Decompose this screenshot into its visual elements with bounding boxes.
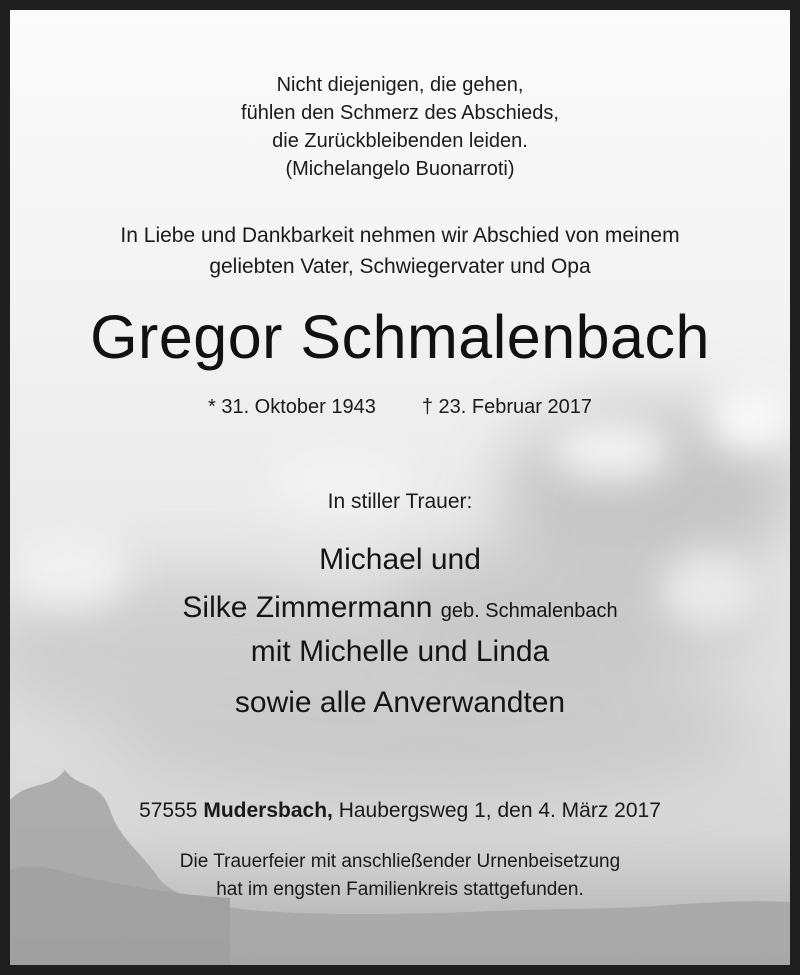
note-line-1: Die Trauerfeier mit anschließender Urnenbeisetzung: [179, 851, 621, 872]
intro-line-1: In Liebe und Dankbarkeit nehmen wir Abschied von meinem: [120, 224, 680, 247]
mourners-line-2: [10, 591, 790, 625]
mourners-heading: In stiller Trauer:: [327, 490, 473, 513]
mourners-line-4: sowie alle Anverwandten: [234, 686, 566, 719]
quote-author: (Michelangelo Buonarroti): [285, 158, 515, 180]
mourners-line-3: mit Michelle und Linda: [250, 635, 550, 668]
birth-date: * 31. Oktober 1943: [207, 396, 376, 418]
intro-line-2: geliebten Vater, Schwiegervater und Opa: [209, 255, 591, 278]
life-dates: [10, 396, 790, 419]
mourners-line-1: Michael und: [319, 543, 481, 576]
quote-line-2: fühlen den Schmerz des Abschieds,: [241, 102, 559, 124]
mourner-name: Silke Zimmermann: [182, 591, 433, 624]
death-date: † 23. Februar 2017: [421, 396, 592, 418]
street-date: Haubergsweg 1, den 4. März 2017: [338, 799, 661, 822]
quote-line-3: die Zurückbleibenden leiden.: [272, 130, 528, 152]
note-line-2: hat im engsten Familienkreis stattgefunden.: [216, 879, 584, 900]
deceased-name: Gregor Schmalenbach: [90, 303, 710, 371]
town: Mudersbach,: [203, 799, 333, 822]
quote-line-1: Nicht diejenigen, die gehen,: [276, 74, 524, 96]
address-line: [10, 799, 790, 823]
obituary-content: [10, 10, 790, 965]
postal-code: 57555: [139, 799, 198, 822]
maiden-name: geb. Schmalenbach: [440, 600, 618, 622]
